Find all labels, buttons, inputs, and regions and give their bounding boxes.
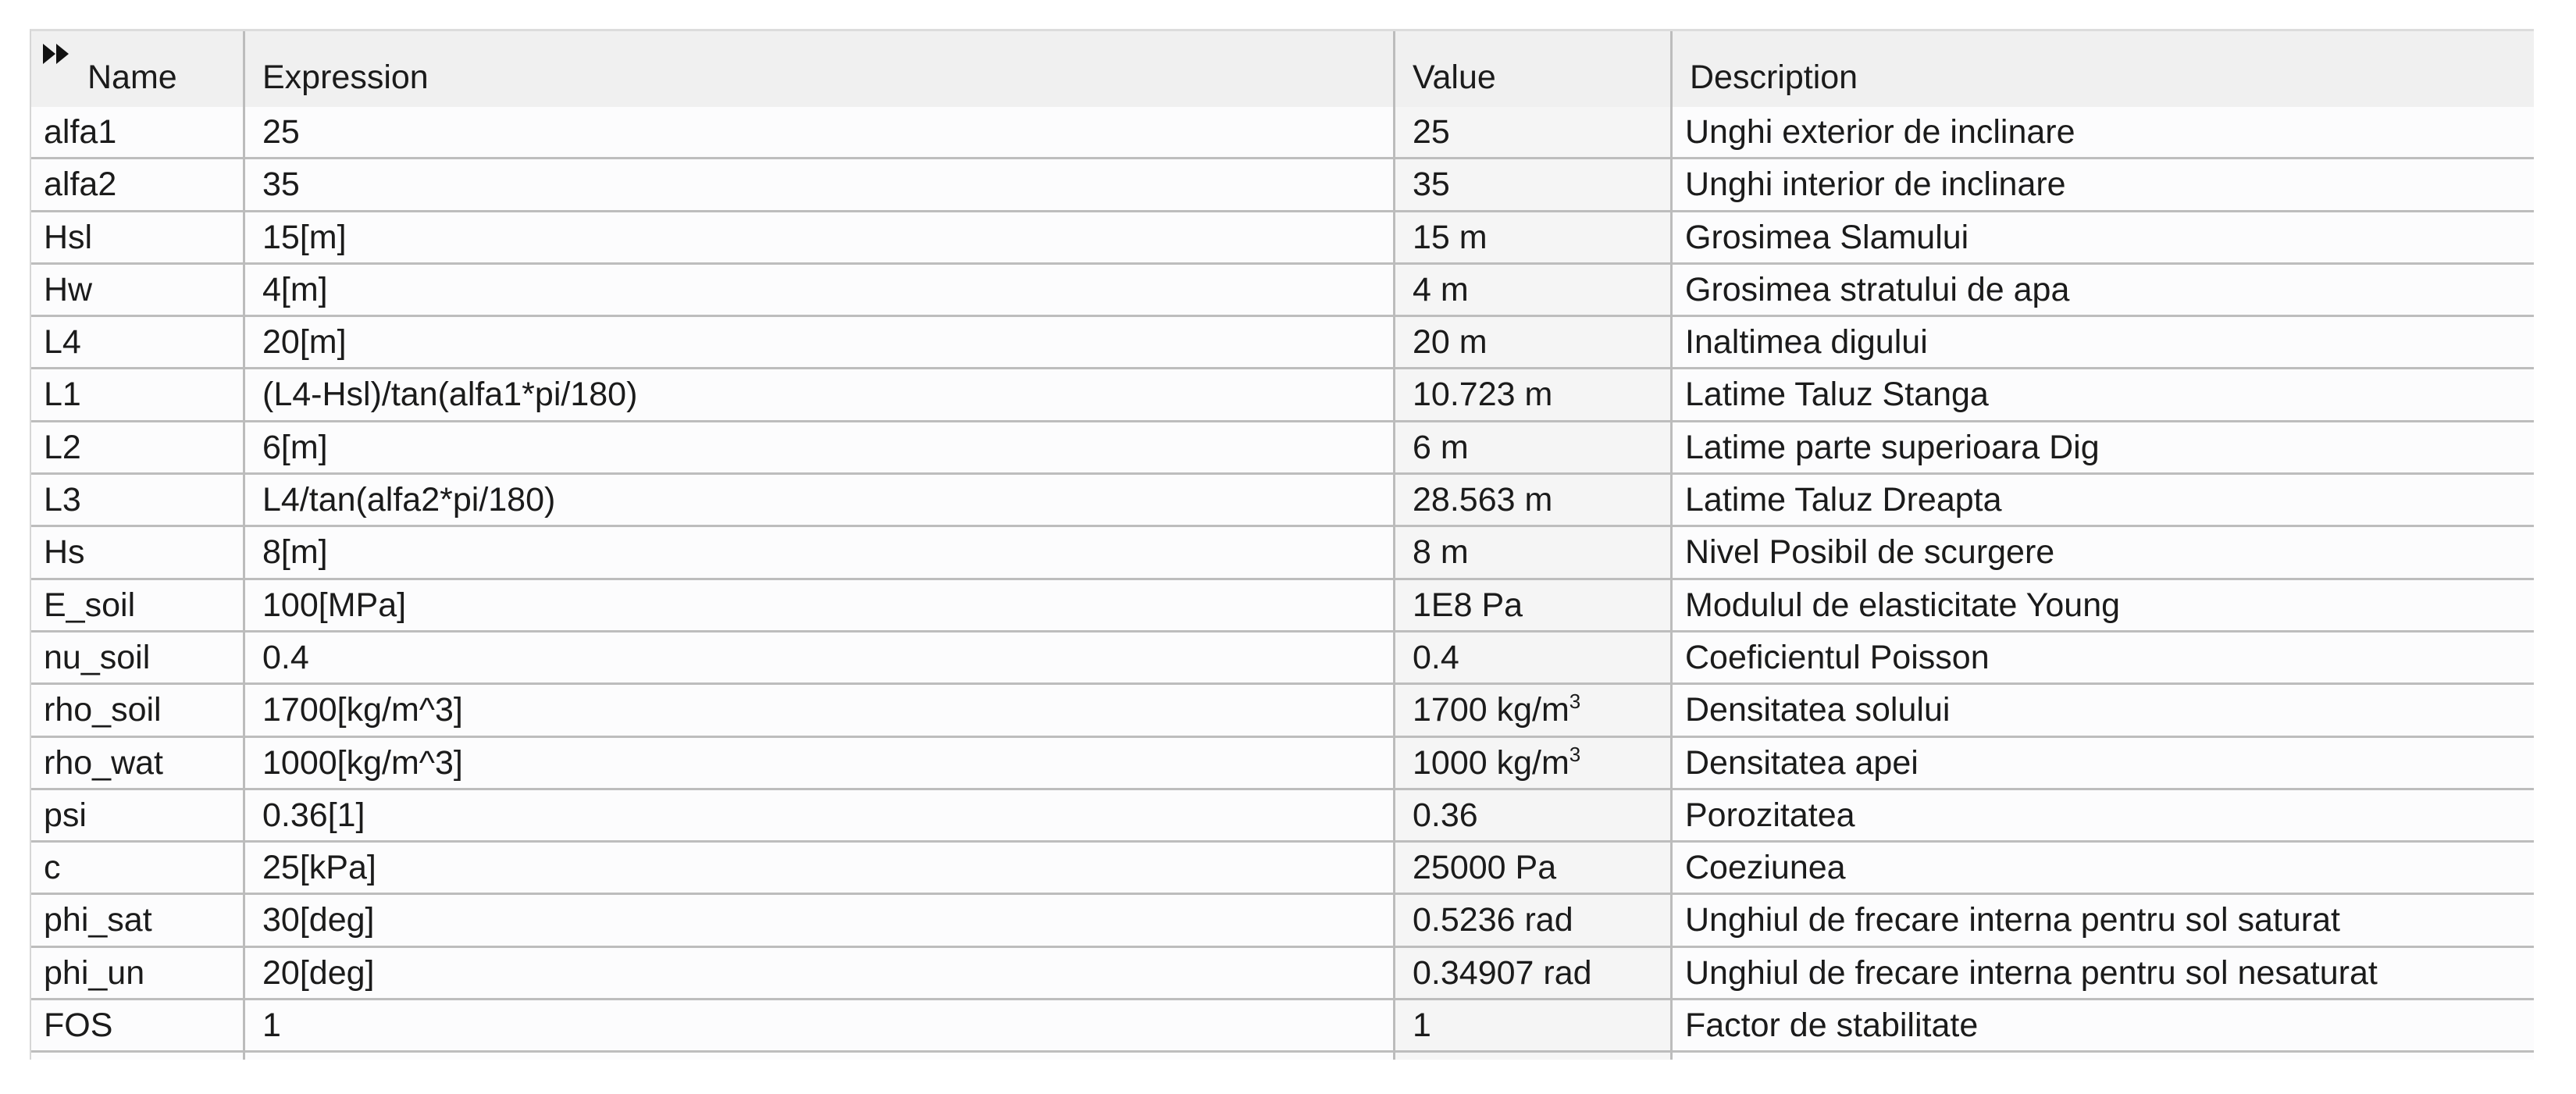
cell-description[interactable] [1673,790,2534,843]
cell-expression-text: 6[m] [262,428,328,466]
cell-value-superscript: 3 [1569,690,1581,714]
column-header-value[interactable] [1395,31,1673,107]
cell-value-text: 10.723 m [1413,376,1553,414]
cell-value [1395,527,1673,579]
cell-expression-text: 1 [262,1007,281,1045]
cell-expression[interactable] [245,422,1395,475]
cell-description-text: Latime Taluz Dreapta [1685,481,2002,519]
cell-expression[interactable] [245,685,1395,737]
cell-name-text: rho_wat [44,743,163,782]
cell-value [1395,265,1673,317]
cell-expression-text: 1000[kg/m^3] [262,743,463,782]
cell-name-text: Hsl [44,218,93,256]
cell-description-text: Densitatea apei [1685,743,1919,782]
cell-expression[interactable] [245,1053,1395,1060]
cell-description[interactable] [1673,1053,2534,1060]
cell-expression[interactable] [245,265,1395,317]
cell-description[interactable] [1673,1000,2534,1053]
cell-expression[interactable] [245,790,1395,843]
cell-name[interactable] [31,843,245,895]
cell-name[interactable] [31,475,245,527]
cell-value-text: 0.36 [1413,796,1478,834]
cell-description-text: Grosimea stratului de apa [1685,270,2070,308]
cell-value-text: 1E8 Pa [1413,586,1523,624]
cell-description[interactable] [1673,159,2534,212]
cell-expression[interactable] [245,212,1395,265]
cell-value-text: 25 [1413,113,1450,151]
cell-value [1395,895,1673,947]
cell-name[interactable] [31,1053,245,1060]
cell-expression-text: L4/tan(alfa2*pi/180) [262,481,556,519]
cell-name-text: FOS [44,1007,113,1045]
cell-name-text: E_soil [44,586,136,624]
cell-name[interactable] [31,369,245,422]
cell-value-text: 6 m [1413,428,1469,466]
cell-value-text: 35 [1413,166,1450,204]
cell-name-text: nu_soil [44,638,151,676]
cell-name-text: phi_sat [44,901,152,939]
cell-expression-text: 15[m] [262,218,347,256]
cell-expression-text: 20[m] [262,323,347,362]
column-header-name-label: Name [87,59,177,96]
cell-expression[interactable] [245,895,1395,947]
cell-expression[interactable] [245,159,1395,212]
cell-value-text: 8 m [1413,533,1469,572]
cell-name-text: L2 [44,428,81,466]
cell-expression-text: 0.4 [262,638,309,676]
cell-name-text: phi_un [44,953,145,992]
cell-value [1395,633,1673,685]
cell-name[interactable] [31,317,245,369]
cell-name[interactable] [31,790,245,843]
double-right-triangle-icon[interactable] [43,42,73,66]
cell-expression-text: 0.36[1] [262,796,365,834]
cell-name[interactable] [31,159,245,212]
cell-name-text: alfa1 [44,113,117,151]
cell-value [1395,212,1673,265]
cell-value-text: 4 m [1413,270,1469,308]
cell-name-text: alfa2 [44,166,117,204]
cell-description[interactable] [1673,422,2534,475]
cell-description-text: Unghi interior de inclinare [1685,166,2066,204]
cell-name-text: c [44,849,61,887]
cell-name[interactable] [31,633,245,685]
cell-description[interactable] [1673,107,2534,159]
cell-expression-text: (L4-Hsl)/tan(alfa1*pi/180) [262,376,638,414]
cell-description[interactable] [1673,527,2534,579]
cell-name[interactable] [31,212,245,265]
cell-value-superscript: 3 [1569,742,1581,766]
cell-expression-text: 100[MPa] [262,586,407,624]
cell-name-text: L3 [44,481,81,519]
cell-value-text: 25000 Pa [1413,849,1557,887]
cell-expression-text: 30[deg] [262,901,375,939]
cell-value-text: 28.563 m [1413,481,1553,519]
cell-value [1395,580,1673,633]
cell-description[interactable] [1673,843,2534,895]
parameters-grid [31,31,2534,1060]
cell-expression[interactable] [245,633,1395,685]
cell-name[interactable] [31,422,245,475]
cell-name[interactable] [31,895,245,947]
cell-value-text: 15 m [1413,218,1488,256]
cell-expression[interactable] [245,527,1395,579]
cell-description[interactable] [1673,948,2534,1000]
cell-description[interactable] [1673,685,2534,737]
cell-description-text: Porozitatea [1685,796,1855,834]
cell-description-text: Coeficientul Poisson [1685,638,1990,676]
cell-expression[interactable] [245,948,1395,1000]
cell-name[interactable] [31,948,245,1000]
cell-description[interactable] [1673,633,2534,685]
cell-name-text: L4 [44,323,81,362]
cell-value-text: 0.5236 rad [1413,901,1573,939]
cell-expression[interactable] [245,843,1395,895]
cell-description-text: Nivel Posibil de scurgere [1685,533,2055,572]
cell-name-text: Hs [44,533,85,572]
cell-description-text: Factor de stabilitate [1685,1007,1979,1045]
cell-value [1395,317,1673,369]
cell-expression[interactable] [245,107,1395,159]
column-header-description[interactable] [1673,31,2534,107]
cell-expression-text: 4[m] [262,270,328,308]
cell-name[interactable] [31,580,245,633]
cell-value [1395,790,1673,843]
cell-value-text: 20 m [1413,323,1488,362]
column-header-expression-label: Expression [262,59,429,96]
cell-name[interactable] [31,1000,245,1053]
cell-description-text: Latime parte superioara Dig [1685,428,2100,466]
cell-value [1395,159,1673,212]
cell-value [1395,1000,1673,1053]
cell-value [1395,369,1673,422]
cell-value-text: 1 [1413,1007,1431,1045]
cell-name[interactable] [31,107,245,159]
cell-value [1395,1053,1673,1060]
cell-value [1395,475,1673,527]
cell-description-text: Grosimea Slamului [1685,218,1969,256]
cell-value [1395,422,1673,475]
cell-value-text: 0.4 [1413,638,1459,676]
cell-description[interactable] [1673,580,2534,633]
cell-value-text: 1700 kg/m [1413,691,1569,729]
cell-name[interactable] [31,685,245,737]
cell-description[interactable] [1673,475,2534,527]
cell-description-text: Unghi exterior de inclinare [1685,113,2075,151]
cell-expression-text: 1700[kg/m^3] [262,691,463,729]
cell-expression-text: 25 [262,113,300,151]
cell-description-text: Unghiul de frecare interna pentru sol saturat [1685,901,2340,939]
column-header-description-label: Description [1690,59,1858,96]
cell-name[interactable] [31,527,245,579]
cell-description-text: Unghiul de frecare interna pentru sol nesaturat [1685,953,2378,992]
cell-description-text: Densitatea solului [1685,691,1951,729]
cell-description[interactable] [1673,212,2534,265]
cell-expression[interactable] [245,475,1395,527]
cell-description[interactable] [1673,265,2534,317]
cell-expression[interactable] [245,738,1395,790]
cell-name-text: L1 [44,376,81,414]
cell-value-text: 1000 kg/m [1413,743,1569,782]
cell-expression-text: 35 [262,166,300,204]
cell-value [1395,948,1673,1000]
cell-description-text: Modulul de elasticitate Young [1685,586,2121,624]
cell-value [1395,738,1673,790]
cell-expression-text: 25[kPa] [262,849,376,887]
parameters-table [30,29,2534,1060]
column-header-expression[interactable] [245,31,1395,107]
cell-expression[interactable] [245,580,1395,633]
cell-description[interactable] [1673,317,2534,369]
column-header-value-label: Value [1413,59,1496,96]
cell-expression[interactable] [245,317,1395,369]
cell-value-text: 0.34907 rad [1413,953,1592,992]
cell-expression[interactable] [245,1000,1395,1053]
cell-description[interactable] [1673,369,2534,422]
cell-name-text: rho_soil [44,691,162,729]
cell-expression[interactable] [245,369,1395,422]
cell-value [1395,685,1673,737]
cell-description-text: Inaltimea digului [1685,323,1928,362]
cell-name-text: Hw [44,270,93,308]
cell-description-text: Latime Taluz Stanga [1685,376,1989,414]
cell-name[interactable] [31,738,245,790]
cell-value [1395,107,1673,159]
cell-description-text: Coeziunea [1685,849,1846,887]
cell-description[interactable] [1673,895,2534,947]
cell-name[interactable] [31,265,245,317]
cell-value [1395,843,1673,895]
cell-expression-text: 20[deg] [262,953,375,992]
cell-name-text: psi [44,796,87,834]
cell-description[interactable] [1673,738,2534,790]
cell-expression-text: 8[m] [262,533,328,572]
column-header-name[interactable] [31,31,245,107]
